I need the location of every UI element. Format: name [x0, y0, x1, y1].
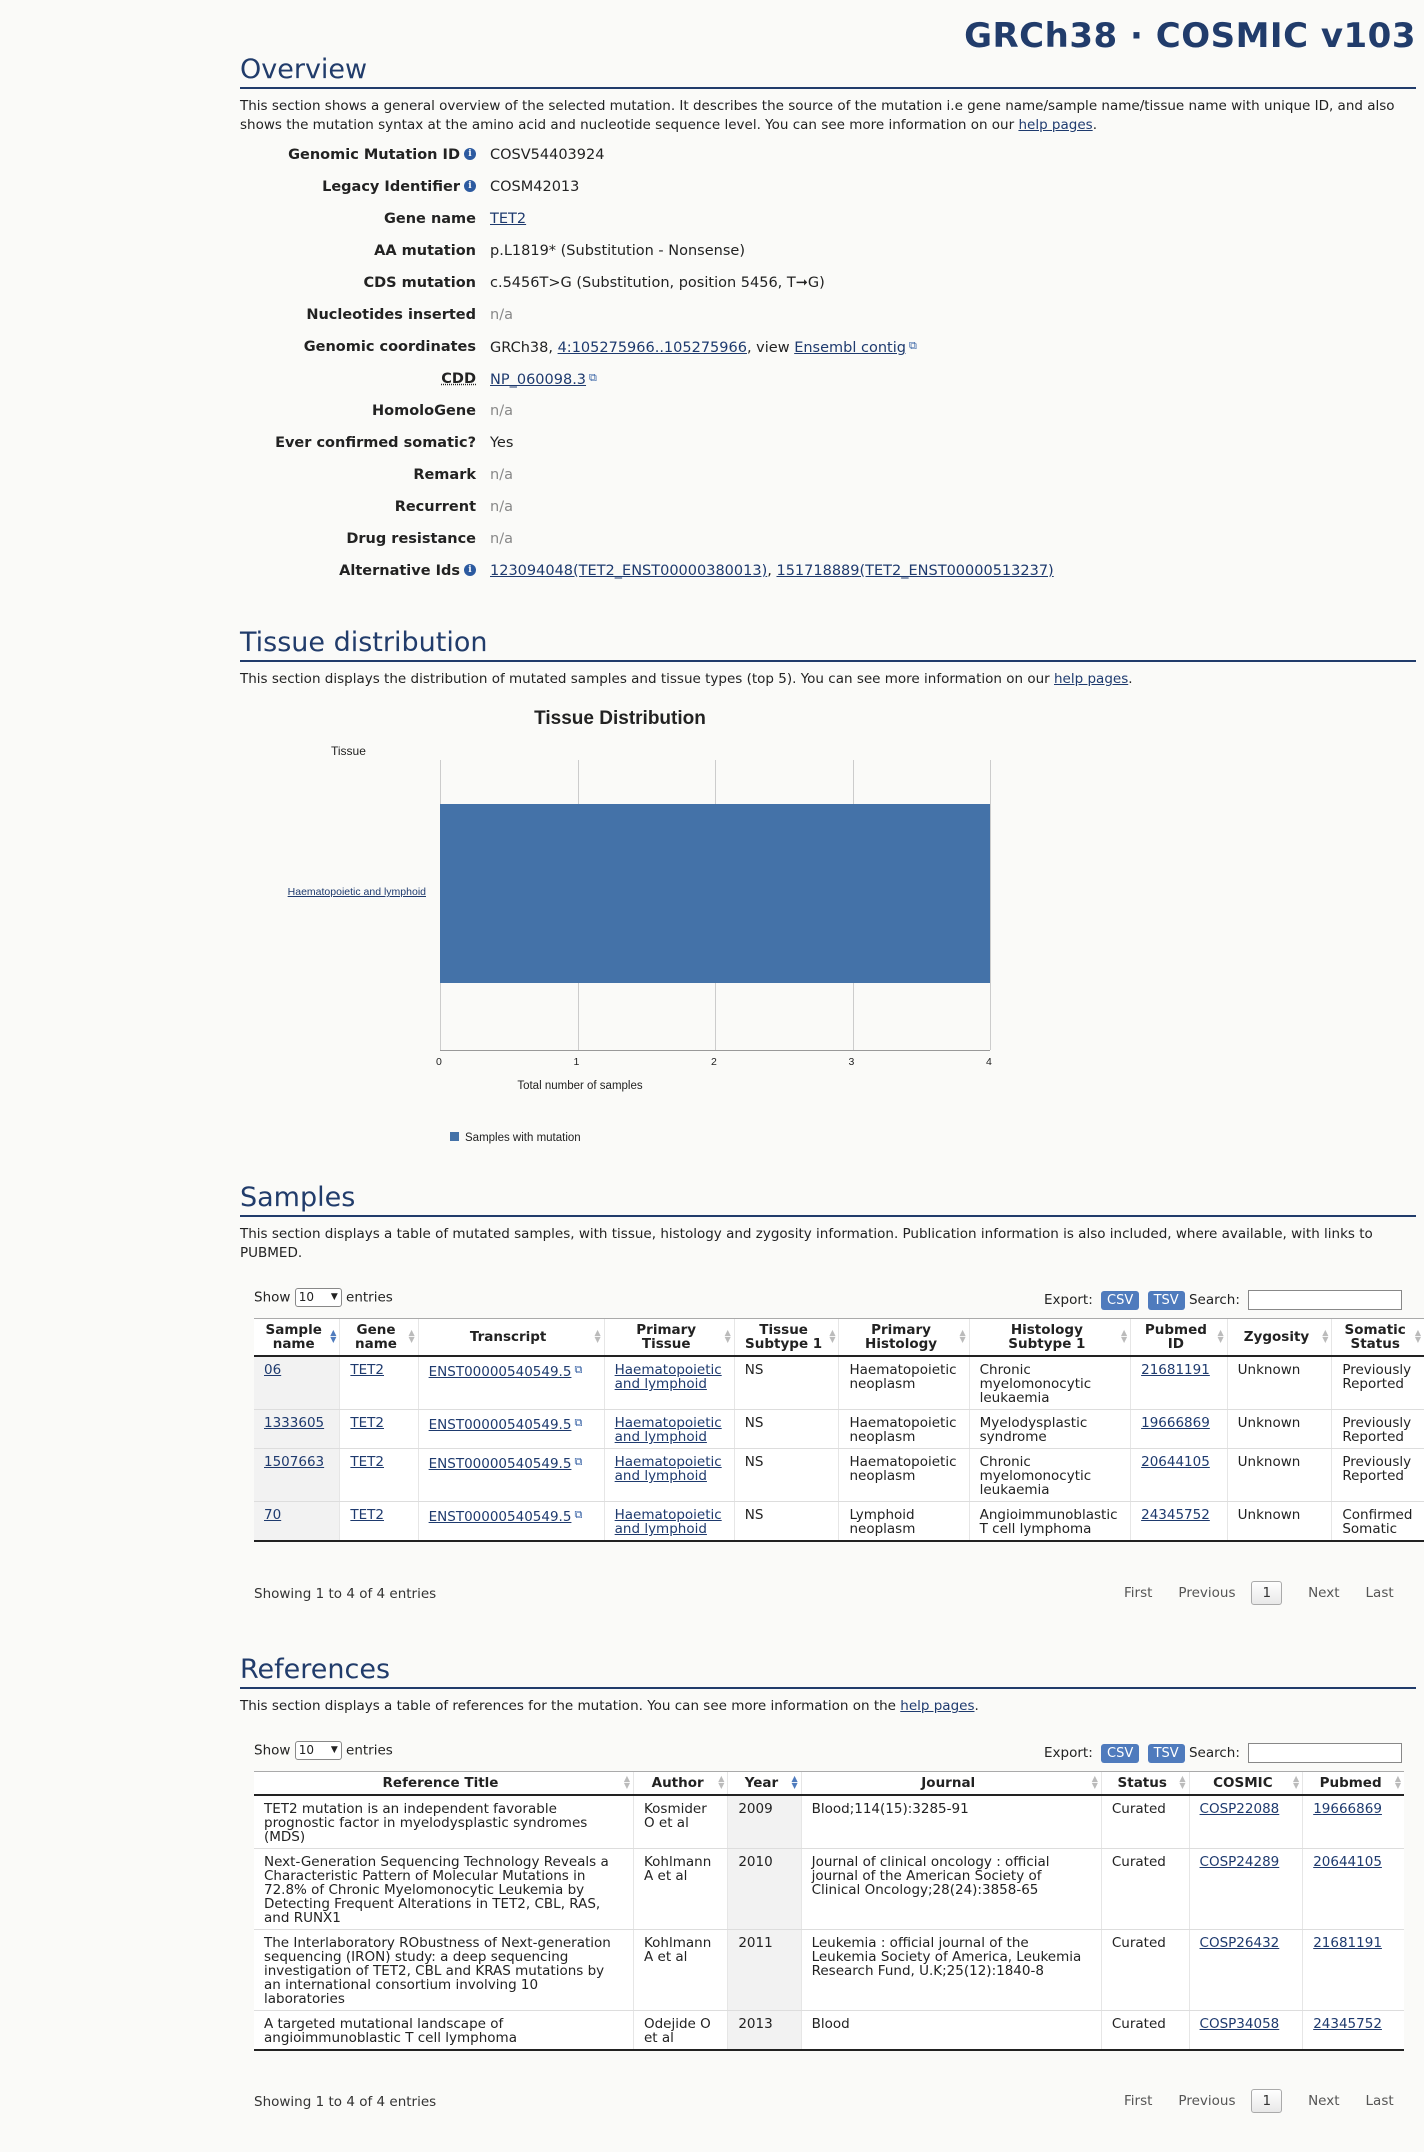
cell-text: Odejide O et al [643, 2016, 711, 2046]
cell-text: Leukemia : official journal of the Leukemia Society of America, Leukemia Research Fund, U.K;25(12):1840-8 [811, 1935, 1082, 1979]
references-search-input[interactable] [1248, 1743, 1402, 1763]
cell-text: 2011 [738, 1935, 773, 1951]
external-link-icon: ⧉ [574, 1508, 583, 1521]
chart-category-label[interactable]: Haematopoietic and lymphoid [287, 886, 426, 899]
cell-text: Lymphoid neoplasm [849, 1507, 916, 1537]
table-cell [1332, 1449, 1424, 1502]
table-cell [1303, 1795, 1404, 1849]
table-row [254, 1410, 1424, 1449]
sort-icon: ▲ ▼ [408, 1328, 415, 1344]
chart-x-axis-label: Total number of samples [517, 1080, 643, 1092]
cell-text: Angioimmunoblastic T cell lymphoma [979, 1507, 1118, 1537]
pager-last[interactable]: Last [1365, 2093, 1394, 2109]
table-cell [801, 1795, 1101, 1849]
sort-icon: ▲ ▼ [1217, 1328, 1224, 1344]
genomic-coordinates-link[interactable]: 4:105275966..105275966 [557, 340, 747, 356]
table-cell [801, 2011, 1101, 2051]
table-cell [254, 1356, 340, 1410]
pager-next[interactable]: Next [1308, 1585, 1340, 1601]
sort-icon: ▲ ▼ [1322, 1328, 1329, 1344]
sort-icon: ▲ ▼ [1293, 1774, 1300, 1790]
pager-current-page[interactable]: 1 [1251, 2089, 1282, 2113]
pager-next[interactable]: Next [1308, 2093, 1340, 2109]
cell-link[interactable]: TET2 [350, 1362, 384, 1378]
external-link-icon: ⧉ [908, 339, 917, 352]
cell-text: Curated [1111, 2016, 1166, 2032]
column-header[interactable]: Journal ▲ ▼ [801, 1772, 1101, 1796]
table-row [254, 1356, 1424, 1410]
cdd-link[interactable]: NP_060098.3 [490, 372, 587, 388]
table-cell [254, 1930, 633, 2011]
column-header[interactable]: Transcript ▲ ▼ [418, 1319, 604, 1357]
table-cell [633, 1849, 727, 1930]
table-cell [1189, 2011, 1303, 2051]
pager-current-page[interactable]: 1 [1251, 1581, 1282, 1605]
references-entries-select[interactable]: 10 ▼ [295, 1741, 342, 1760]
overview-section: Overview This section shows a general overview of the selected mutation. It describes the source of the mutation i.e gene name/sample name/tissue name with unique ID, and also shows the mutation syntax at the amino acid and nucleotide sequence level. You can see more information on our help pages. Genomic Mutation ID i COSV54403924 Legacy Identifier i COSM42013 Gene name TET2 AA mutation p.L1819* (Substitution - Nonsense) CDS mutation c.5456T>G (Substitution, position 5456, T➞G) Nucleotides inserted n/a Genomic coordinates GRCh38, 4:105275966..105275966, view Ensembl contig ⧉ CDD NP_060098.3 ⧉ HomoloGene n/a Ever confirmed somatic? Yes Remark n/a Recurrent n/a Drug resistance n/a Alternative Ids i 123094048(TET2_ENST00000380013), 151718889(TET2_ENST00000513237) [240, 54, 1416, 135]
cell-link[interactable]: COSP24289 [1199, 1854, 1280, 1870]
cell-text: Next-Generation Sequencing Technology Reveals a Characteristic Pattern of Molecular Mutations in 72.8% of Chronic Myelomonocytic Leukemia by Detecting Frequent Alterations in TET2, CBL, RAS, and RUNX1 [264, 1854, 609, 1926]
table-cell [1189, 1849, 1303, 1930]
chart-x-tick-label: 1 [573, 1056, 580, 1068]
table-cell [604, 1356, 734, 1410]
chart-y-axis-label: Tissue [331, 744, 366, 758]
table-cell [604, 1449, 734, 1502]
chart-legend[interactable] [450, 1132, 581, 1144]
column-header[interactable]: COSMIC ▲ ▼ [1189, 1772, 1303, 1796]
table-cell [728, 1930, 801, 2011]
samples-length-control: Show 10 ▼ entries [254, 1289, 393, 1306]
sort-icon: ▲ ▼ [330, 1328, 337, 1344]
table-cell [1303, 1849, 1404, 1930]
table-row [254, 1795, 1404, 1849]
overview-help-link[interactable]: help pages [1018, 117, 1093, 133]
table-cell [1131, 1502, 1228, 1542]
table-cell [1101, 1849, 1189, 1930]
legend-swatch [450, 1132, 459, 1141]
chevron-down-icon: ▼ [330, 1745, 338, 1755]
cell-text: Kosmider O et al [643, 1801, 707, 1831]
table-cell [418, 1410, 604, 1449]
sort-icon: ▲ ▼ [724, 1328, 731, 1344]
column-header[interactable]: Pubmed ▲ ▼ [1303, 1772, 1404, 1796]
table-cell [734, 1502, 839, 1542]
cell-text: Kohlmann A et al [643, 1854, 712, 1884]
column-header[interactable]: Pubmed ID ▲ ▼ [1131, 1319, 1228, 1357]
table-cell [254, 1410, 340, 1449]
table-cell [1101, 2011, 1189, 2051]
sort-icon: ▲ ▼ [623, 1774, 630, 1790]
column-header[interactable]: Primary Tissue ▲ ▼ [604, 1319, 734, 1357]
sort-icon: ▲ ▼ [1394, 1774, 1401, 1790]
chart-x-tick-label: 2 [711, 1056, 717, 1068]
cell-text: NS [744, 1507, 764, 1523]
table-cell [1227, 1502, 1332, 1542]
table-cell [340, 1356, 418, 1410]
tissue-help-link[interactable]: help pages [1054, 671, 1129, 687]
chart-bar[interactable] [440, 804, 990, 984]
cell-link[interactable]: 19666869 [1313, 1801, 1382, 1817]
table-cell [969, 1410, 1130, 1449]
table-cell [734, 1356, 839, 1410]
column-header[interactable]: Primary Histology ▲ ▼ [839, 1319, 969, 1357]
tissue-distribution-section [240, 627, 1416, 689]
info-icon[interactable]: i [464, 180, 476, 192]
samples-pagination [1098, 1581, 1394, 1605]
table-row [254, 1930, 1404, 2011]
cell-text: Unknown [1237, 1507, 1301, 1523]
cell-link[interactable]: 21681191 [1141, 1362, 1210, 1378]
sort-icon: ▲ ▼ [594, 1328, 601, 1344]
samples-csv-button[interactable]: CSV [1101, 1291, 1139, 1310]
table-cell [254, 1849, 633, 1930]
references-length-control: Show 10 ▼ entries [254, 1742, 393, 1759]
cell-text: NS [744, 1362, 764, 1378]
cell-text: TET2 mutation is an independent favorable prognostic factor in myelodysplastic syndromes (MDS) [264, 1801, 588, 1845]
table-cell [839, 1449, 969, 1502]
samples-entries-select[interactable]: 10 ▼ [295, 1288, 342, 1307]
table-cell [418, 1502, 604, 1542]
cell-link[interactable]: 24345752 [1141, 1507, 1210, 1523]
page-header-title: GRCh38 · COSMIC v103 [964, 16, 1416, 56]
cell-text: Previously Reported [1342, 1362, 1412, 1392]
samples-table [254, 1318, 1424, 1542]
column-header[interactable]: Status ▲ ▼ [1101, 1772, 1189, 1796]
table-cell [633, 2011, 727, 2051]
cell-text: Myelodysplastic syndrome [979, 1415, 1088, 1445]
table-cell [254, 1502, 340, 1542]
cell-link[interactable]: COSP34058 [1199, 2016, 1280, 2032]
cell-link[interactable]: TET2 [350, 1415, 384, 1431]
recurrent-value: n/a [490, 499, 513, 515]
legend-series-label: Samples with mutation [465, 1132, 581, 1144]
genomic-mutation-id-value: COSV54403924 [490, 147, 605, 163]
overview-description: This section shows a general overview of the selected mutation. It describes the source of the mutation i.e gene name/sample name/tissue name with unique ID, and also shows the mutation syntax at the amino acid and nucleotide sequence level. You can see more information on our help pages. [240, 98, 1395, 133]
cell-link[interactable]: Haematopoietic and lymphoid [614, 1454, 722, 1484]
table-cell [254, 2011, 633, 2051]
cell-text: Blood;114(15):3285-91 [811, 1801, 969, 1817]
cell-link[interactable]: COSP26432 [1199, 1935, 1280, 1951]
table-cell [604, 1502, 734, 1542]
cell-text: Chronic myelomonocytic leukaemia [979, 1454, 1092, 1498]
cell-text: Chronic myelomonocytic leukaemia [979, 1362, 1092, 1406]
cell-text: Haematopoietic neoplasm [849, 1454, 957, 1484]
sort-icon: ▲ ▼ [791, 1774, 798, 1790]
chart-x-tick-label: 0 [436, 1056, 442, 1068]
table-cell [340, 1410, 418, 1449]
ever-confirmed-somatic-value: Yes [490, 435, 514, 451]
cell-text: The Interlaboratory RObustness of Next-generation sequencing (IRON) study: a deep sequencing investigation of TET2, CBL and KRAS mutations by an international consortium involving 10 laboratories [264, 1935, 611, 2007]
samples-section [240, 1182, 1416, 1263]
cell-text: 2009 [738, 1801, 773, 1817]
cell-text: Kohlmann A et al [643, 1935, 712, 1965]
cell-link[interactable]: ENST00000540549.5 [428, 1364, 572, 1380]
cell-link[interactable]: Haematopoietic and lymphoid [614, 1415, 722, 1445]
references-tsv-button[interactable]: TSV [1148, 1744, 1185, 1763]
table-cell [839, 1410, 969, 1449]
table-cell [728, 1849, 801, 1930]
pager-first[interactable]: First [1124, 1585, 1153, 1601]
table-cell [340, 1502, 418, 1542]
references-csv-button[interactable]: CSV [1101, 1744, 1139, 1763]
external-link-icon: ⧉ [574, 1363, 583, 1376]
sort-icon: ▲ ▼ [959, 1328, 966, 1344]
cell-link[interactable]: 1333605 [264, 1415, 325, 1431]
cell-text: Blood [811, 2016, 850, 2032]
table-cell [1189, 1930, 1303, 2011]
table-cell [633, 1795, 727, 1849]
pager-first[interactable]: First [1124, 2093, 1153, 2109]
samples-tsv-button[interactable]: TSV [1148, 1291, 1185, 1310]
tissue-description: This section displays the distribution of mutated samples and tissue types (top 5). You can see more information on our help pages. [240, 671, 1133, 687]
table-cell [1332, 1502, 1424, 1542]
table-cell [254, 1449, 340, 1502]
table-cell [1332, 1410, 1424, 1449]
cell-link[interactable]: 70 [264, 1507, 282, 1523]
references-heading: References [240, 1654, 1416, 1689]
table-cell [734, 1449, 839, 1502]
cell-text: Journal of clinical oncology : official journal of the American Society of Clinical Oncology;28(24):3858-65 [811, 1854, 1050, 1898]
info-icon[interactable]: i [464, 564, 476, 576]
cell-link[interactable]: 20644105 [1313, 1854, 1382, 1870]
cell-link[interactable]: 20644105 [1141, 1454, 1210, 1470]
table-row [254, 1449, 1424, 1502]
gene-name-link[interactable]: TET2 [490, 211, 527, 227]
external-link-icon: ⧉ [574, 1455, 583, 1468]
cell-text: Unknown [1237, 1362, 1301, 1378]
table-cell [254, 1795, 633, 1849]
table-cell [801, 1849, 1101, 1930]
cell-text: Haematopoietic neoplasm [849, 1415, 957, 1445]
table-cell [1101, 1930, 1189, 2011]
remark-value: n/a [490, 467, 513, 483]
cell-text: Curated [1111, 1935, 1166, 1951]
chart-title: Tissue Distribution [534, 708, 706, 729]
table-cell [801, 1930, 1101, 2011]
pager-last[interactable]: Last [1365, 1585, 1394, 1601]
column-header[interactable]: Tissue Subtype 1 ▲ ▼ [734, 1319, 839, 1357]
cell-text: 2010 [738, 1854, 773, 1870]
cell-text: Curated [1111, 1801, 1166, 1817]
cell-link[interactable]: 19666869 [1141, 1415, 1210, 1431]
table-cell [1101, 1795, 1189, 1849]
samples-description: This section displays a table of mutated samples, with tissue, histology and zygosity information. Publication information is also included, where available, with links to PUBMED. [240, 1226, 1373, 1261]
sort-icon: ▲ ▼ [1120, 1328, 1128, 1344]
table-cell [1303, 2011, 1404, 2051]
cell-text: Unknown [1237, 1454, 1301, 1470]
cell-link[interactable]: 21681191 [1313, 1935, 1382, 1951]
cell-text: Haematopoietic neoplasm [849, 1362, 957, 1392]
sort-icon: ▲ ▼ [718, 1774, 725, 1790]
table-cell [969, 1449, 1130, 1502]
references-description: This section displays a table of references for the mutation. You can see more information on the help pages. [240, 1698, 979, 1714]
references-table-info: Showing 1 to 4 of 4 entries [254, 2094, 437, 2110]
cell-link[interactable]: COSP22088 [1199, 1801, 1280, 1817]
table-cell [1131, 1410, 1228, 1449]
column-header[interactable]: Sample name ▲ ▼ [254, 1319, 340, 1357]
chart-x-axis-line [440, 1050, 990, 1051]
table-cell [1189, 1795, 1303, 1849]
info-icon[interactable]: i [464, 148, 476, 160]
table-cell [1131, 1449, 1228, 1502]
chart-x-tick-label: 4 [986, 1056, 992, 1068]
table-row [254, 1849, 1404, 1930]
chart-x-tick-label: 3 [848, 1056, 855, 1068]
table-cell [839, 1502, 969, 1542]
chevron-down-icon: ▼ [330, 1292, 338, 1302]
table-cell [418, 1449, 604, 1502]
sort-icon: ▲ ▼ [1091, 1774, 1098, 1790]
external-link-icon: ⧉ [589, 371, 597, 384]
cds-mutation-value: c.5456T>G (Substitution, position 5456, T➞G) [490, 275, 825, 291]
cell-link[interactable]: 1507663 [264, 1454, 325, 1470]
cell-link[interactable]: ENST00000540549.5 [428, 1509, 572, 1525]
tissue-distribution-chart [270, 700, 1030, 1160]
pager-previous[interactable]: Previous [1178, 1585, 1236, 1601]
cell-link[interactable]: ENST00000540549.5 [428, 1417, 572, 1433]
aa-mutation-value: p.L1819* (Substitution - Nonsense) [490, 243, 745, 259]
table-cell [633, 1930, 727, 2011]
samples-search-input[interactable] [1248, 1290, 1402, 1310]
table-cell [839, 1356, 969, 1410]
alternative-id-link[interactable]: 151718889(TET2_ENST00000513237) [776, 563, 1054, 579]
ensembl-contig-link[interactable]: Ensembl contig [794, 340, 906, 356]
references-section [240, 1654, 1416, 1716]
drug-resistance-value: n/a [490, 531, 513, 547]
cell-text: Previously Reported [1342, 1415, 1412, 1445]
overview-heading: Overview [240, 54, 1416, 89]
references-table [254, 1771, 1404, 2051]
chart-gridline [990, 760, 991, 1050]
external-link-icon: ⧉ [574, 1416, 583, 1429]
pager-previous[interactable]: Previous [1178, 2093, 1236, 2109]
cell-link[interactable]: TET2 [350, 1507, 384, 1523]
cell-text: NS [744, 1415, 764, 1431]
cell-link[interactable]: 06 [264, 1362, 282, 1378]
column-header[interactable]: Gene name ▲ ▼ [340, 1319, 418, 1357]
column-header[interactable]: Year ▲ ▼ [728, 1772, 801, 1796]
column-header[interactable]: Somatic Status ▲ ▼ [1332, 1319, 1424, 1357]
table-cell [728, 1795, 801, 1849]
cell-link[interactable]: ENST00000540549.5 [428, 1456, 572, 1472]
cell-text: Unknown [1237, 1415, 1301, 1431]
nucleotides-inserted-value: n/a [490, 307, 513, 323]
table-cell [734, 1410, 839, 1449]
table-cell [340, 1449, 418, 1502]
references-export-controls: Export: CSV TSV Search: [1044, 1743, 1402, 1763]
cell-link[interactable]: 24345752 [1313, 2016, 1382, 2032]
cell-text: NS [744, 1454, 764, 1470]
cell-text: Previously Reported [1342, 1454, 1412, 1484]
table-row [254, 2011, 1404, 2051]
column-header[interactable]: Histology Subtype 1 ▲ ▼ [969, 1319, 1130, 1357]
column-header[interactable]: Author ▲ ▼ [633, 1772, 727, 1796]
table-row [254, 1502, 1424, 1542]
sort-icon: ▲ ▼ [829, 1328, 836, 1344]
table-cell [1131, 1356, 1228, 1410]
cell-text: Confirmed Somatic [1342, 1507, 1413, 1537]
alternative-id-link[interactable]: 123094048(TET2_ENST00000380013) [490, 563, 768, 579]
tissue-distribution-heading: Tissue distribution [240, 627, 1416, 662]
samples-table-info: Showing 1 to 4 of 4 entries [254, 1586, 437, 1602]
column-header[interactable]: Reference Title ▲ ▼ [254, 1772, 633, 1796]
table-cell [1332, 1356, 1424, 1410]
cell-text: 2013 [738, 2016, 773, 2032]
sort-icon: ▲ ▼ [1414, 1328, 1421, 1344]
table-cell [604, 1410, 734, 1449]
table-cell [969, 1356, 1130, 1410]
legacy-identifier-value: COSM42013 [490, 179, 580, 195]
table-cell [969, 1502, 1130, 1542]
table-cell [1227, 1410, 1332, 1449]
table-cell [418, 1356, 604, 1410]
table-cell [728, 2011, 801, 2051]
samples-export-controls: Export: CSV TSV Search: [1044, 1290, 1402, 1310]
cell-link[interactable]: Haematopoietic and lymphoid [614, 1362, 722, 1392]
table-cell [1303, 1930, 1404, 2011]
cell-link[interactable]: Haematopoietic and lymphoid [614, 1507, 722, 1537]
homologene-value: n/a [490, 403, 513, 419]
column-header[interactable]: Zygosity ▲ ▼ [1227, 1319, 1332, 1357]
cell-text: A targeted mutational landscape of angioimmunoblastic T cell lymphoma [264, 2016, 517, 2046]
cell-text: Curated [1111, 1854, 1166, 1870]
table-cell [1227, 1356, 1332, 1410]
references-help-link[interactable]: help pages [900, 1698, 975, 1714]
table-cell [1227, 1449, 1332, 1502]
sort-icon: ▲ ▼ [1179, 1774, 1186, 1790]
references-pagination [1098, 2089, 1394, 2113]
samples-heading: Samples [240, 1182, 1416, 1217]
cell-link[interactable]: TET2 [350, 1454, 384, 1470]
